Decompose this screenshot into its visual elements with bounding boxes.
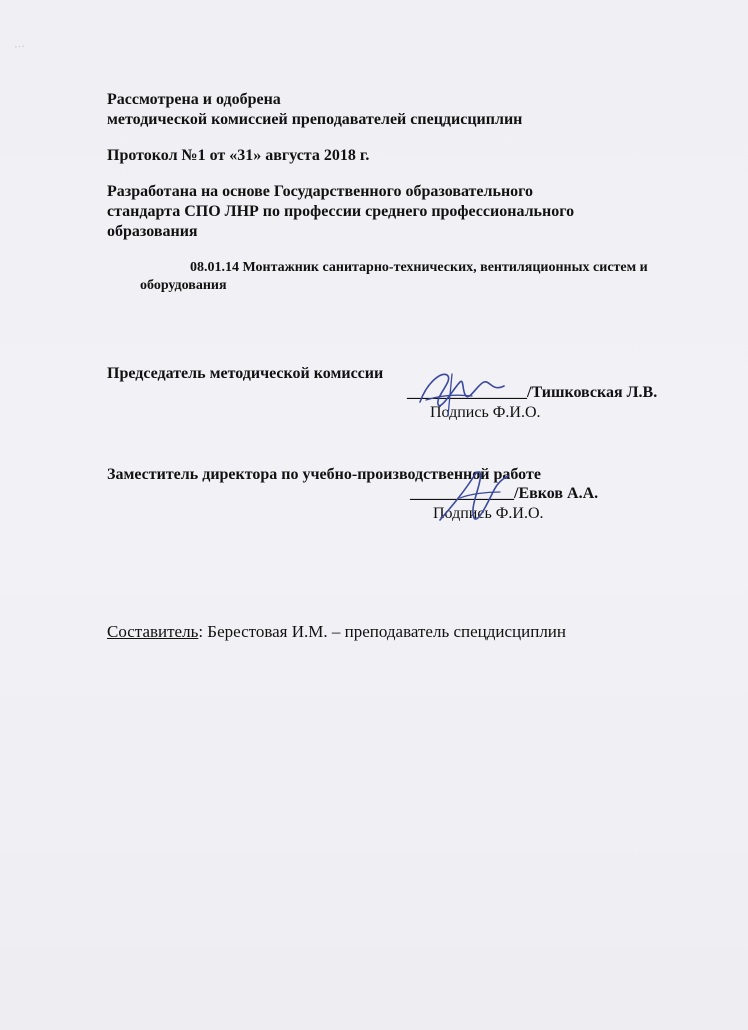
developed-line-2: стандарта СПО ЛНР по профессии среднего профессионального (107, 203, 575, 220)
chairman-signature-caption: Подпись Ф.И.О. (430, 404, 541, 421)
compiler-line (107, 622, 566, 642)
scan-artifact: ⋯ (13, 39, 26, 54)
approval-line-1: Рассмотрена и одобрена (107, 91, 281, 108)
chairman-signature-icon (408, 362, 518, 422)
developed-line-3: образования (107, 223, 198, 240)
deputy-signature-caption: Подпись Ф.И.О. (433, 505, 544, 522)
approval-line-2: методической комиссией преподавателей спецдисциплин (107, 111, 523, 128)
deputy-title: Заместитель директора по учебно-производственной работе (107, 466, 541, 483)
profession-line-2: оборудования (140, 278, 227, 293)
developed-line-1: Разработана на основе Государственного образовательного (107, 183, 534, 200)
compiler-text: : Берестовая И.М. – преподаватель спецдисциплин (198, 622, 567, 641)
deputy-signature-line: _____________/Евков А.А. (410, 485, 599, 502)
compiler-label: Составитель (107, 622, 199, 641)
chairman-signature-line: _______________/Тишковская Л.В. (407, 384, 658, 401)
protocol-line: Протокол №1 от «31» августа 2018 г. (107, 147, 370, 164)
deputy-signature-icon (430, 462, 520, 530)
chairman-title: Председатель методической комиссии (107, 365, 384, 382)
profession-line-1: 08.01.14 Монтажник санитарно-технических, вентиляционных систем и (190, 260, 648, 275)
